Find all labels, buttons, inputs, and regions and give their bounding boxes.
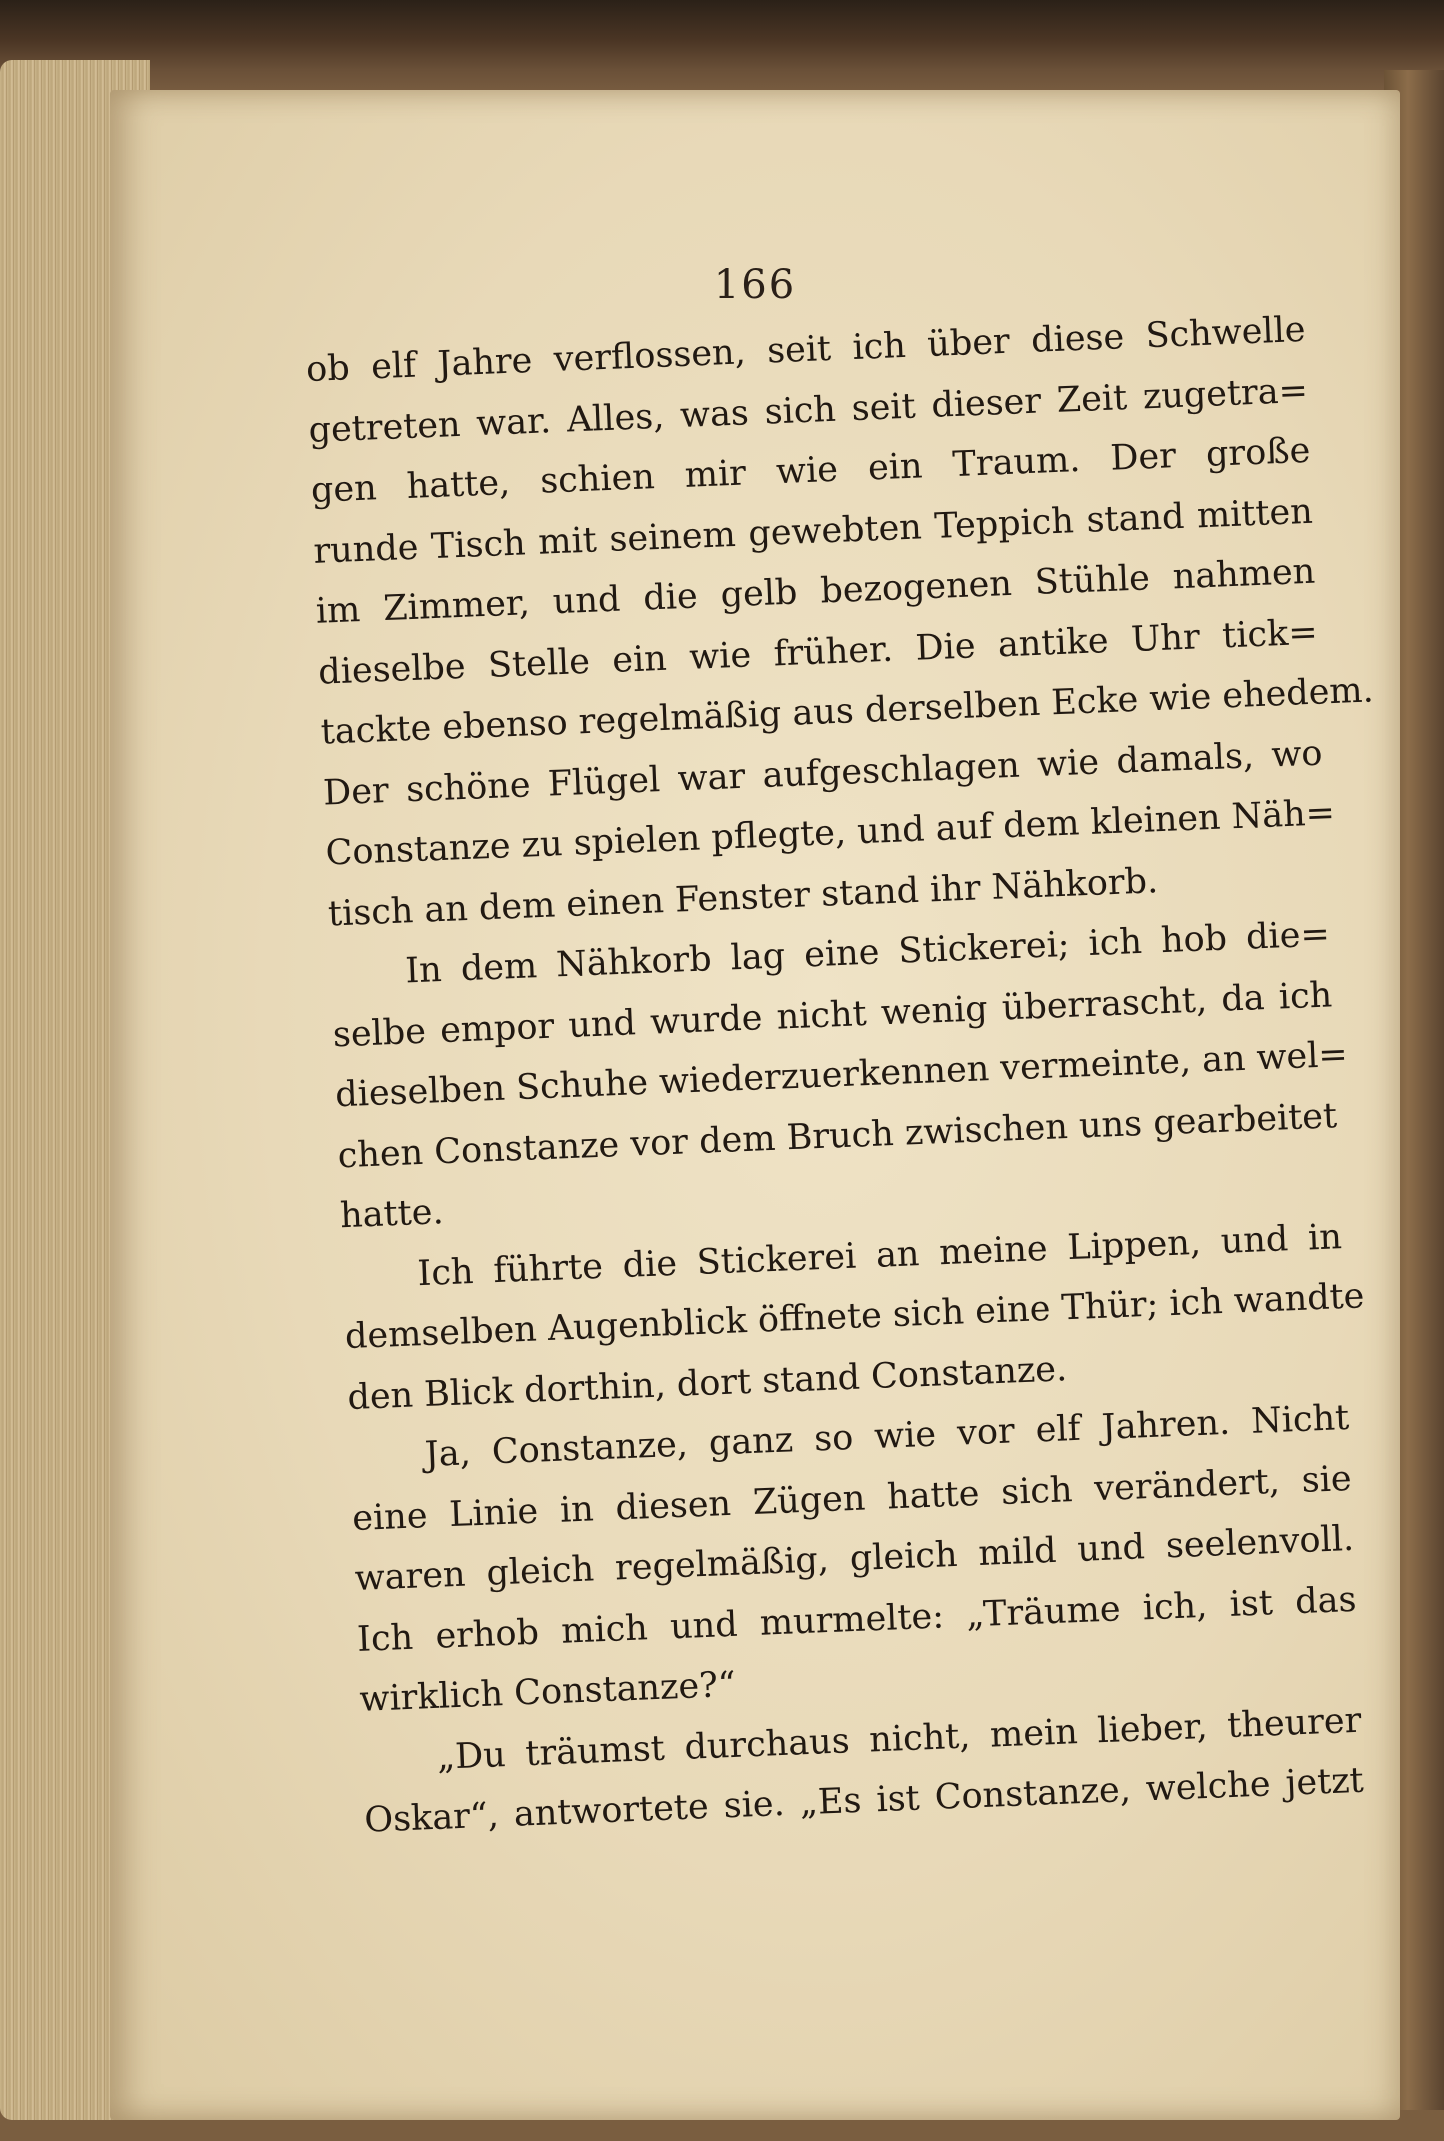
body-text [305, 300, 1375, 1851]
text-line: hatte. [339, 1192, 445, 1237]
text-line: den Blick dorthin, dort stand Constanze. [346, 1348, 1068, 1418]
text-line: dieselben Schuhe wiederzuerkennen vermeinte, an wel= [334, 1034, 1349, 1116]
book-page [110, 90, 1400, 2120]
text-line: Oskar“, antwortete sie. „Es ist Constanze, welche jetzt [363, 1760, 1365, 1841]
text-line: demselben Augenblick öffnete sich eine Thür; ich wandte [344, 1276, 1366, 1358]
text-line: Ich erhob mich und murmelte: „Träume ich, ist das [356, 1579, 1358, 1660]
text-line: Ja, Constanze, ganz so wie vor elf Jahren. Nicht [424, 1397, 1350, 1476]
text-line: wirklich Constanze?“ [358, 1664, 737, 1720]
text-line: getreten war. Alles, was sich seit dieser Zeit zugetra= [307, 370, 1309, 451]
text-line: im Zimmer, und die gelb bezogenen Stühle nahmen [315, 551, 1316, 632]
text-line: Ich führte die Stickerei an meine Lippen, und in [416, 1216, 1343, 1294]
text-line: dieselbe Stelle ein wie früher. Die antike Uhr tick= [317, 612, 1319, 693]
text-line: gen hatte, schien mir wie ein Traum. Der große [310, 430, 1312, 511]
text-line: runde Tisch mit seinem gewebten Teppich stand mitten [312, 491, 1314, 572]
text-line: Der schöne Flügel war aufgeschlagen wie damals, wo [322, 733, 1324, 814]
text-line: tisch an dem einen Fenster stand ihr Nähkorb. [327, 860, 1159, 935]
page-number: 166 [713, 262, 797, 308]
text-line: Constanze zu spielen pflegte, und auf dem kleinen Näh= [324, 793, 1336, 874]
text-line: waren gleich regelmäßig, gleich mild und seelenvoll. [353, 1518, 1355, 1599]
text-line: tackte ebenso regelmäßig aus derselben Ecke wie ehedem. [319, 670, 1375, 753]
text-line: „Du träumst durchaus nicht, mein lieber, theurer [436, 1700, 1363, 1778]
text-line: ob elf Jahre verflossen, seit ich über diese Schwelle [305, 309, 1307, 390]
text-line: In dem Nähkorb lag eine Stickerei; ich hob die= [404, 914, 1331, 992]
text-line: selbe empor und wurde nicht wenig überrascht, da ich [332, 974, 1333, 1055]
text-line: chen Constanze vor dem Bruch zwischen uns gearbeitet [336, 1095, 1338, 1176]
text-line: eine Linie in diesen Zügen hatte sich verändert, sie [351, 1458, 1353, 1539]
